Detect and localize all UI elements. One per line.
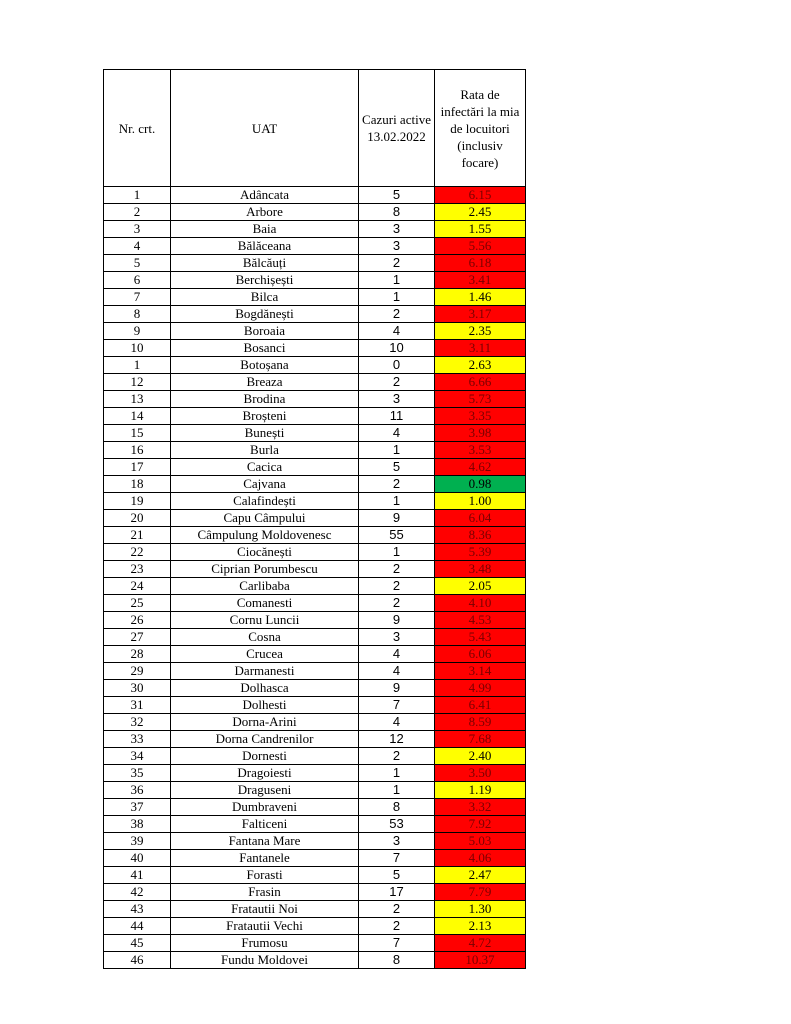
- infection-rate: 2.05: [435, 578, 526, 595]
- table-row: [104, 799, 526, 816]
- infection-rate: 2.13: [435, 918, 526, 935]
- table-row: [104, 782, 526, 799]
- table-row: [104, 459, 526, 476]
- infection-rate: 1.00: [435, 493, 526, 510]
- uat-name: Dragoiesti: [171, 765, 359, 782]
- uat-name: Draguseni: [171, 782, 359, 799]
- infection-rate: 3.98: [435, 425, 526, 442]
- uat-name: Dorna-Arini: [171, 714, 359, 731]
- table-row: [104, 340, 526, 357]
- row-number: 46: [104, 952, 171, 969]
- infection-rate: 4.53: [435, 612, 526, 629]
- infection-rate: 4.62: [435, 459, 526, 476]
- infection-rate: 5.73: [435, 391, 526, 408]
- table-row: [104, 697, 526, 714]
- infection-rate: 6.04: [435, 510, 526, 527]
- table-row: [104, 595, 526, 612]
- infection-rate: 7.68: [435, 731, 526, 748]
- uat-name: Fratautii Noi: [171, 901, 359, 918]
- infection-rate: 3.35: [435, 408, 526, 425]
- row-number: 3: [104, 221, 171, 238]
- uat-name: Bogdănești: [171, 306, 359, 323]
- active-cases: 9: [359, 510, 435, 527]
- uat-name: Crucea: [171, 646, 359, 663]
- header-row: [104, 70, 526, 187]
- active-cases: 5: [359, 867, 435, 884]
- infection-rate: 2.63: [435, 357, 526, 374]
- uat-name: Câmpulung Moldovenesc: [171, 527, 359, 544]
- uat-name: Capu Câmpului: [171, 510, 359, 527]
- row-number: 25: [104, 595, 171, 612]
- infection-rate: 1.19: [435, 782, 526, 799]
- active-cases: 2: [359, 255, 435, 272]
- active-cases: 3: [359, 391, 435, 408]
- table-row: [104, 714, 526, 731]
- table-row: [104, 204, 526, 221]
- active-cases: 0: [359, 357, 435, 374]
- row-number: 32: [104, 714, 171, 731]
- table-row: [104, 867, 526, 884]
- active-cases: 8: [359, 952, 435, 969]
- uat-name: Bunești: [171, 425, 359, 442]
- row-number: 35: [104, 765, 171, 782]
- active-cases: 3: [359, 833, 435, 850]
- active-cases: 8: [359, 204, 435, 221]
- table-row: [104, 680, 526, 697]
- active-cases: 4: [359, 425, 435, 442]
- uat-name: Fantanele: [171, 850, 359, 867]
- table-row: [104, 901, 526, 918]
- table-row: [104, 425, 526, 442]
- row-number: 21: [104, 527, 171, 544]
- row-number: 22: [104, 544, 171, 561]
- infection-rate: 4.72: [435, 935, 526, 952]
- infection-rate: 6.41: [435, 697, 526, 714]
- active-cases: 8: [359, 799, 435, 816]
- uat-name: Dorna Candrenilor: [171, 731, 359, 748]
- table-row: [104, 663, 526, 680]
- row-number: 1: [104, 357, 171, 374]
- table-row: [104, 816, 526, 833]
- infection-rate: 2.35: [435, 323, 526, 340]
- table-row: [104, 952, 526, 969]
- active-cases: 7: [359, 850, 435, 867]
- active-cases: 7: [359, 697, 435, 714]
- table-row: [104, 187, 526, 204]
- infection-rate: 3.53: [435, 442, 526, 459]
- uat-name: Bosanci: [171, 340, 359, 357]
- row-number: 41: [104, 867, 171, 884]
- table-row: [104, 510, 526, 527]
- row-number: 39: [104, 833, 171, 850]
- table-row: [104, 731, 526, 748]
- uat-name: Darmanesti: [171, 663, 359, 680]
- uat-name: Ciocănești: [171, 544, 359, 561]
- row-number: 28: [104, 646, 171, 663]
- row-number: 1: [104, 187, 171, 204]
- uat-name: Carlibaba: [171, 578, 359, 595]
- infection-rate: 0.98: [435, 476, 526, 493]
- table-row: [104, 884, 526, 901]
- table-row: [104, 935, 526, 952]
- uat-name: Breaza: [171, 374, 359, 391]
- row-number: 42: [104, 884, 171, 901]
- active-cases: 4: [359, 663, 435, 680]
- row-number: 26: [104, 612, 171, 629]
- infection-rate: 5.56: [435, 238, 526, 255]
- row-number: 33: [104, 731, 171, 748]
- row-number: 18: [104, 476, 171, 493]
- row-number: 36: [104, 782, 171, 799]
- uat-name: Frumosu: [171, 935, 359, 952]
- infection-rate: 10.37: [435, 952, 526, 969]
- row-number: 14: [104, 408, 171, 425]
- table-row: [104, 442, 526, 459]
- active-cases: 4: [359, 646, 435, 663]
- active-cases: 1: [359, 442, 435, 459]
- infection-rate: 2.47: [435, 867, 526, 884]
- table-row: [104, 646, 526, 663]
- active-cases: 2: [359, 306, 435, 323]
- row-number: 29: [104, 663, 171, 680]
- row-number: 34: [104, 748, 171, 765]
- table-row: [104, 221, 526, 238]
- infection-rate: 3.11: [435, 340, 526, 357]
- active-cases: 1: [359, 289, 435, 306]
- active-cases: 3: [359, 629, 435, 646]
- table-row: [104, 306, 526, 323]
- uat-name: Dornesti: [171, 748, 359, 765]
- row-number: 38: [104, 816, 171, 833]
- row-number: 23: [104, 561, 171, 578]
- infection-rate: 1.55: [435, 221, 526, 238]
- row-number: 15: [104, 425, 171, 442]
- table-row: [104, 238, 526, 255]
- active-cases: 10: [359, 340, 435, 357]
- uat-name: Brodina: [171, 391, 359, 408]
- uat-name: Dumbraveni: [171, 799, 359, 816]
- table-row: [104, 561, 526, 578]
- uat-name: Ciprian Porumbescu: [171, 561, 359, 578]
- infection-rate: 3.48: [435, 561, 526, 578]
- active-cases: 3: [359, 238, 435, 255]
- uat-name: Berchișești: [171, 272, 359, 289]
- row-number: 9: [104, 323, 171, 340]
- uat-name: Broșteni: [171, 408, 359, 425]
- uat-name: Cornu Luncii: [171, 612, 359, 629]
- infection-rate: 7.79: [435, 884, 526, 901]
- uat-name: Fantana Mare: [171, 833, 359, 850]
- active-cases: 2: [359, 374, 435, 391]
- active-cases: 7: [359, 935, 435, 952]
- row-number: 45: [104, 935, 171, 952]
- uat-name: Botoșana: [171, 357, 359, 374]
- table-row: [104, 629, 526, 646]
- active-cases: 9: [359, 612, 435, 629]
- uat-name: Frasin: [171, 884, 359, 901]
- infection-rate-table: [103, 69, 526, 969]
- row-number: 20: [104, 510, 171, 527]
- table-row: [104, 578, 526, 595]
- active-cases: 2: [359, 748, 435, 765]
- row-number: 17: [104, 459, 171, 476]
- row-number: 5: [104, 255, 171, 272]
- table-row: [104, 833, 526, 850]
- active-cases: 12: [359, 731, 435, 748]
- active-cases: 17: [359, 884, 435, 901]
- active-cases: 53: [359, 816, 435, 833]
- uat-name: Calafindești: [171, 493, 359, 510]
- infection-rate: 2.40: [435, 748, 526, 765]
- table-row: [104, 391, 526, 408]
- uat-name: Fratautii Vechi: [171, 918, 359, 935]
- infection-rate: 8.59: [435, 714, 526, 731]
- active-cases: 9: [359, 680, 435, 697]
- active-cases: 2: [359, 578, 435, 595]
- table-row: [104, 612, 526, 629]
- infection-rate: 1.30: [435, 901, 526, 918]
- row-number: 31: [104, 697, 171, 714]
- table-row: [104, 765, 526, 782]
- active-cases: 1: [359, 765, 435, 782]
- active-cases: 55: [359, 527, 435, 544]
- table-row: [104, 493, 526, 510]
- uat-name: Cosna: [171, 629, 359, 646]
- row-number: 2: [104, 204, 171, 221]
- row-number: 44: [104, 918, 171, 935]
- uat-name: Boroaia: [171, 323, 359, 340]
- infection-rate: 5.03: [435, 833, 526, 850]
- active-cases: 1: [359, 544, 435, 561]
- table-row: [104, 289, 526, 306]
- infection-rate: 5.39: [435, 544, 526, 561]
- table-body: [104, 187, 526, 969]
- infection-rate: 4.06: [435, 850, 526, 867]
- active-cases: 4: [359, 714, 435, 731]
- infection-rate: 6.18: [435, 255, 526, 272]
- row-number: 10: [104, 340, 171, 357]
- active-cases: 5: [359, 459, 435, 476]
- table-row: [104, 850, 526, 867]
- table-row: [104, 918, 526, 935]
- row-number: 30: [104, 680, 171, 697]
- row-number: 4: [104, 238, 171, 255]
- active-cases: 2: [359, 595, 435, 612]
- uat-name: Dolhasca: [171, 680, 359, 697]
- uat-name: Burla: [171, 442, 359, 459]
- uat-name: Baia: [171, 221, 359, 238]
- uat-name: Bilca: [171, 289, 359, 306]
- row-number: 16: [104, 442, 171, 459]
- uat-name: Comanesti: [171, 595, 359, 612]
- uat-name: Bălăceana: [171, 238, 359, 255]
- active-cases: 5: [359, 187, 435, 204]
- row-number: 13: [104, 391, 171, 408]
- infection-rate: 5.43: [435, 629, 526, 646]
- row-number: 43: [104, 901, 171, 918]
- infection-rate: 4.10: [435, 595, 526, 612]
- uat-name: Bălcăuți: [171, 255, 359, 272]
- row-number: 19: [104, 493, 171, 510]
- uat-name: Forasti: [171, 867, 359, 884]
- table-row: [104, 544, 526, 561]
- table-row: [104, 255, 526, 272]
- table-row: [104, 357, 526, 374]
- table-row: [104, 527, 526, 544]
- infection-rate: 3.17: [435, 306, 526, 323]
- table-row: [104, 374, 526, 391]
- infection-rate: 4.99: [435, 680, 526, 697]
- header-rate: Rata de infectări la mia de locuitori (inclusiv focare): [435, 70, 526, 187]
- uat-name: Adâncata: [171, 187, 359, 204]
- uat-name: Cajvana: [171, 476, 359, 493]
- table-row: [104, 408, 526, 425]
- uat-name: Fundu Moldovei: [171, 952, 359, 969]
- infection-rate: 3.41: [435, 272, 526, 289]
- active-cases: 2: [359, 918, 435, 935]
- header-uat: UAT: [171, 70, 359, 187]
- uat-name: Dolhesti: [171, 697, 359, 714]
- active-cases: 2: [359, 901, 435, 918]
- table-row: [104, 272, 526, 289]
- table-row: [104, 476, 526, 493]
- uat-name: Cacica: [171, 459, 359, 476]
- row-number: 8: [104, 306, 171, 323]
- infection-rate: 2.45: [435, 204, 526, 221]
- active-cases: 1: [359, 782, 435, 799]
- uat-name: Falticeni: [171, 816, 359, 833]
- active-cases: 4: [359, 323, 435, 340]
- infection-rate: 7.92: [435, 816, 526, 833]
- active-cases: 2: [359, 561, 435, 578]
- row-number: 40: [104, 850, 171, 867]
- infection-rate: 6.15: [435, 187, 526, 204]
- infection-rate: 3.50: [435, 765, 526, 782]
- row-number: 24: [104, 578, 171, 595]
- row-number: 27: [104, 629, 171, 646]
- active-cases: 1: [359, 493, 435, 510]
- active-cases: 2: [359, 476, 435, 493]
- header-cases: Cazuri active 13.02.2022: [359, 70, 435, 187]
- active-cases: 11: [359, 408, 435, 425]
- row-number: 6: [104, 272, 171, 289]
- infection-rate: 1.46: [435, 289, 526, 306]
- active-cases: 1: [359, 272, 435, 289]
- infection-rate: 8.36: [435, 527, 526, 544]
- infection-rate: 3.14: [435, 663, 526, 680]
- active-cases: 3: [359, 221, 435, 238]
- table-row: [104, 748, 526, 765]
- header-nr: Nr. crt.: [104, 70, 171, 187]
- infection-rate: 3.32: [435, 799, 526, 816]
- infection-rate: 6.06: [435, 646, 526, 663]
- row-number: 37: [104, 799, 171, 816]
- table-row: [104, 323, 526, 340]
- infection-rate: 6.66: [435, 374, 526, 391]
- uat-name: Arbore: [171, 204, 359, 221]
- row-number: 12: [104, 374, 171, 391]
- row-number: 7: [104, 289, 171, 306]
